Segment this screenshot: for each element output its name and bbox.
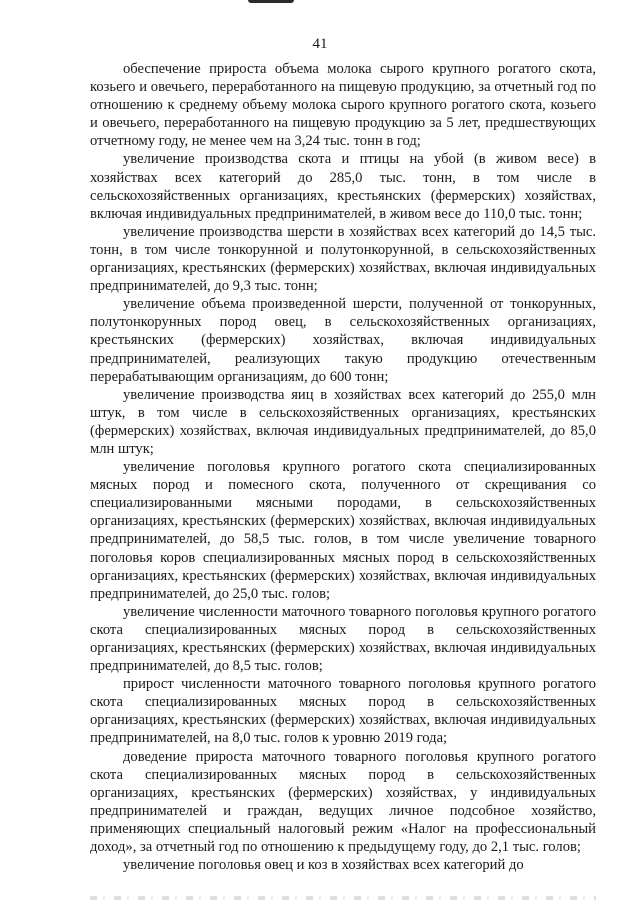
page-number: 41: [312, 36, 328, 52]
paragraph-egg-production: увеличение производства яиц в хозяйствах всех категорий до 255,0 млн штук, в том числе в сельскохозяйственных организациях, крестьянских (фермерских) хозяйствах, включая индивидуальных предпринимателей, до 85,0 млн штук;: [90, 386, 596, 457]
scan-bottom-edge: [90, 896, 596, 900]
paragraph-breeding-stock-increase: доведение прироста маточного товарного поголовья крупного рогатого скота специализированных мясных пород в сельскохозяйственных организациях, крестьянских (фермерских) хозяйствах, у индивидуальных предпринимателей и граждан, ведущих личное подсобное хозяйство, применяющих специальный налоговый режим «Налог на профессиональный доход», за отчетный год по отношению к предыдущему году, до 2,1 тыс. голов;: [90, 748, 596, 856]
paragraph-beef-cattle-herd: увеличение поголовья крупного рогатого скота специализированных мясных пород и помесного скота, полученного от скрещивания со специализированными мясными породами, в сельскохозяйственных организациях, крестьянских (фермерских) хозяйствах, включая индивидуальных предпринимателей, до 58,5 тыс. голов, в том числе увеличение товарного поголовья коров специализированных мясных пород в сельскохозяйственных организациях, крестьянских (фермерских) хозяйствах, включая индивидуальных предпринимателей, до 25,0 тыс. голов;: [90, 459, 596, 602]
scan-artifact: [248, 0, 294, 3]
paragraph-fine-wool-volume: увеличение объема произведенной шерсти, полученной от тонкорунных, полутонкорунных пород овец, в сельскохозяйственных организациях, крестьянских (фермерских) хозяйствах, включая индивидуальных предпринимателей, реализующих такую продукцию отечественным перерабатывающим организациям, до 600 тонн;: [90, 296, 596, 385]
paragraph-breeding-stock-growth: прирост численности маточного товарного поголовья крупного рогатого скота специализированных мясных пород в сельскохозяйственных организациях, крестьянских (фермерских) хозяйствах, включая индивидуальных предпринимателей, на 8,0 тыс. голов к уровню 2019 года;: [90, 676, 596, 747]
document-body: [90, 60, 596, 874]
paragraph-wool-production: увеличение производства шерсти в хозяйствах всех категорий до 14,5 тыс. тонн, в том числе тонкорунной и полутонкорунной, в сельскохозяйственных организациях, крестьянских (фермерских) хозяйствах, включая индивидуальных предпринимателей, до 9,3 тыс. тонн;: [90, 223, 596, 295]
paragraph-breeding-stock-count: увеличение численности маточного товарного поголовья крупного рогатого скота специализированных мясных пород в сельскохозяйственных организациях, крестьянских (фермерских) хозяйствах, включая индивидуальных предпринимателей, до 8,5 тыс. голов;: [90, 603, 596, 675]
paragraph-milk-growth: обеспечение прироста объема молока сырого крупного рогатого скота, козьего и овечьего, переработанного на пищевую продукцию, за отчетный год по отношению к среднему объему молока сырого крупного рогатого скота, козьего и овечьего, переработанного на пищевую продукцию за 5 лет, предшествующих отчетному году, не менее чем на 3,24 тыс. тонн в год;: [90, 61, 596, 150]
paragraph-sheep-goats: увеличение поголовья овец и коз в хозяйствах всех категорий до: [123, 857, 524, 874]
paragraph-livestock-slaughter: увеличение производства скота и птицы на убой (в живом весе) в хозяйствах всех категорий до 285,0 тыс. тонн, в том числе в сельскохозяйственных организациях, крестьянских (фермерских) хозяйствах, включая индивидуальных предпринимателей, в живом весе до 110,0 тыс. тонн;: [90, 151, 596, 222]
